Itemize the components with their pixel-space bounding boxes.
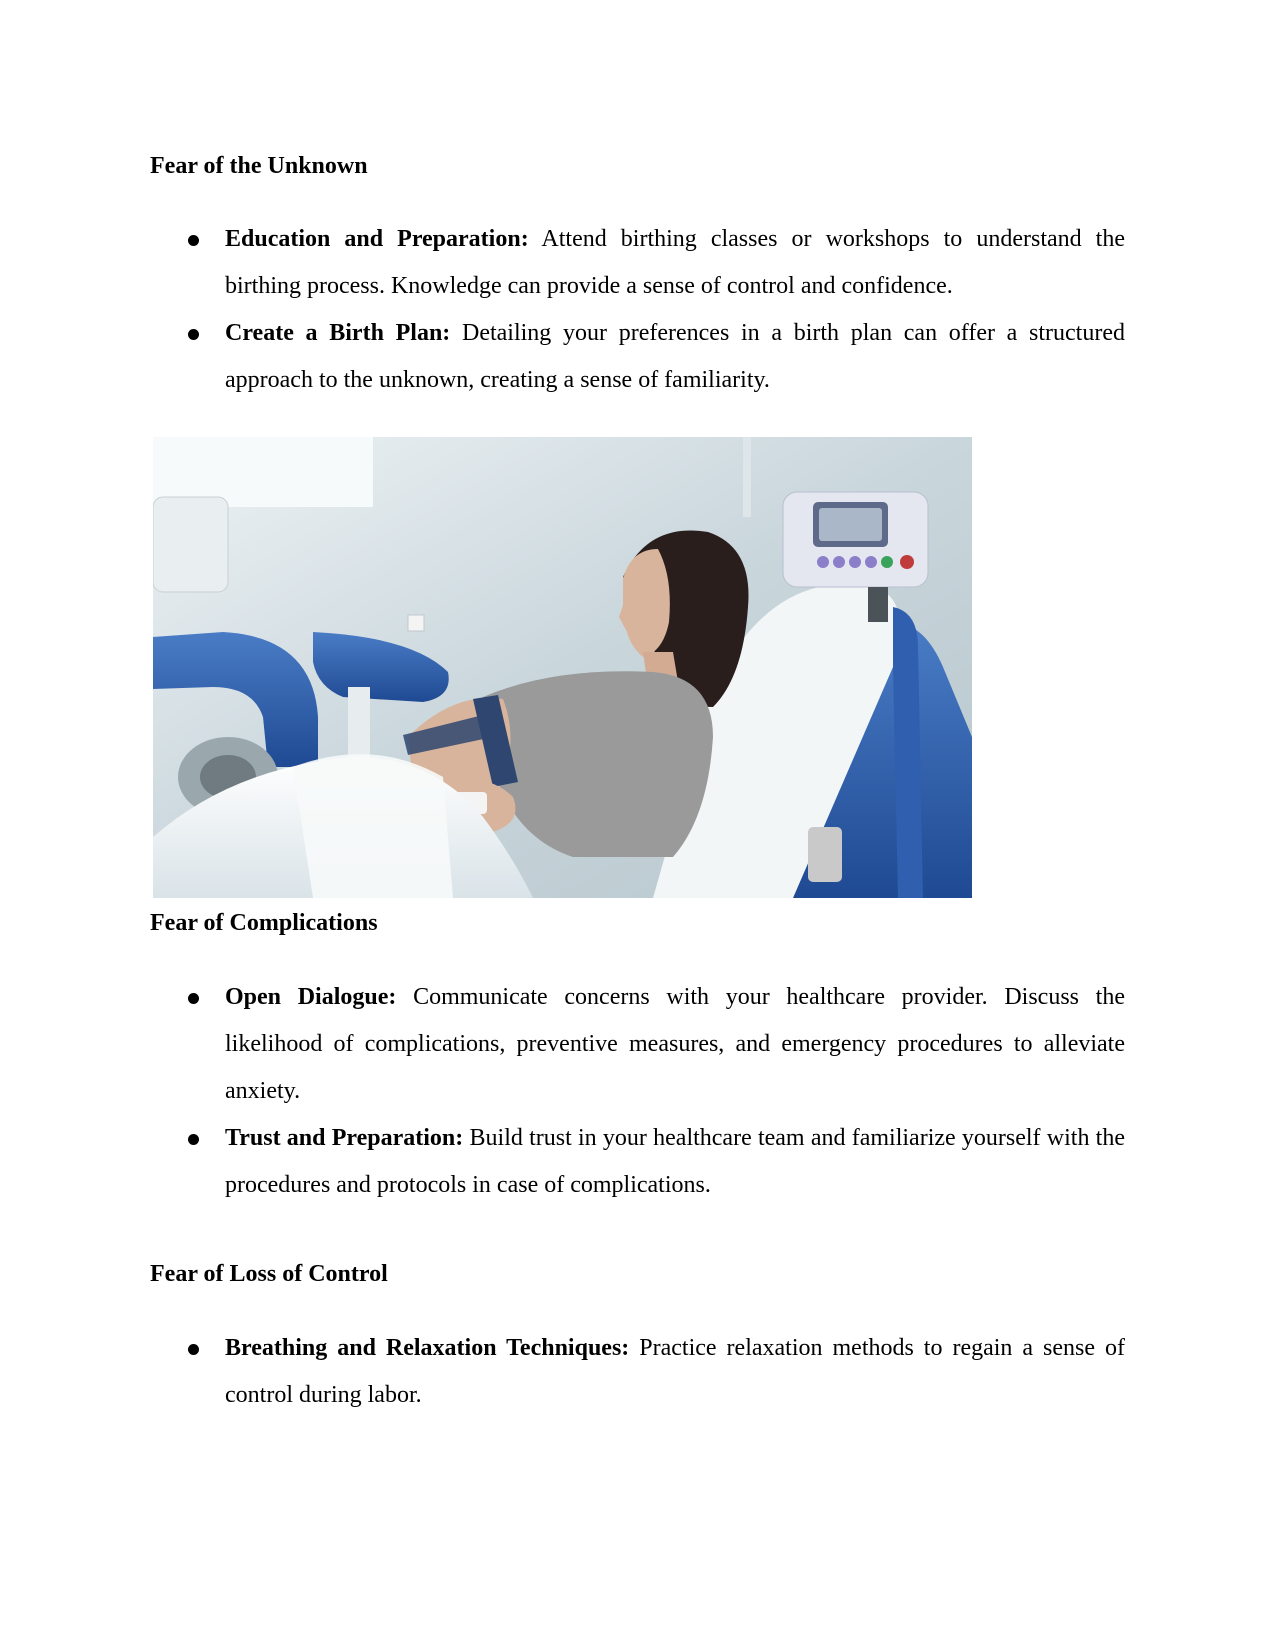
bullet-text: Detailing your preferences in a birth plan can offer a structured approach to the unknown, creating a sense of familiarity. [225, 320, 1125, 393]
list-item [150, 974, 1125, 1115]
bullet-term: Education and Preparation: [225, 226, 529, 252]
bullet-term: Create a Birth Plan: [225, 320, 451, 346]
bullet-term: Trust and Preparation: [225, 1125, 464, 1151]
bullet-text: Communicate concerns with your healthcare provider. Discuss the likelihood of complications, preventive measures, and emergency procedures to alleviate anxiety. [225, 984, 1125, 1104]
section-heading-fear-of-loss-of-control: Fear of Loss of Control [150, 1261, 388, 1287]
bullet-icon [188, 1344, 199, 1355]
bullet-text: Build trust in your healthcare team and familiarize yourself with the procedures and protocols in case of complications. [225, 1125, 1126, 1198]
list-item [150, 1115, 1125, 1209]
section-heading-fear-of-complications: Fear of Complications [150, 910, 378, 936]
list-item [150, 1325, 1125, 1419]
bullet-icon [188, 329, 199, 340]
bullet-list-fear-of-complications [150, 974, 1125, 1209]
list-item [150, 216, 1125, 310]
hospital-labor-photo [153, 437, 972, 898]
list-item [150, 310, 1125, 404]
bullet-term: Open Dialogue: [225, 984, 397, 1010]
bullet-list-fear-of-unknown [150, 216, 1125, 404]
bullet-text: Practice relaxation methods to regain a sense of control during labor. [225, 1335, 1126, 1408]
bullet-icon [188, 235, 199, 246]
bullet-icon [188, 1134, 199, 1145]
bullet-icon [188, 993, 199, 1004]
bullet-text: Attend birthing classes or workshops to understand the birthing process. Knowledge can provide a sense of control and confidence. [225, 226, 1125, 299]
bullet-list-fear-of-loss-of-control [150, 1325, 1125, 1419]
bullet-term: Breathing and Relaxation Techniques: [225, 1335, 630, 1361]
section-heading-fear-of-unknown: Fear of the Unknown [150, 153, 368, 179]
